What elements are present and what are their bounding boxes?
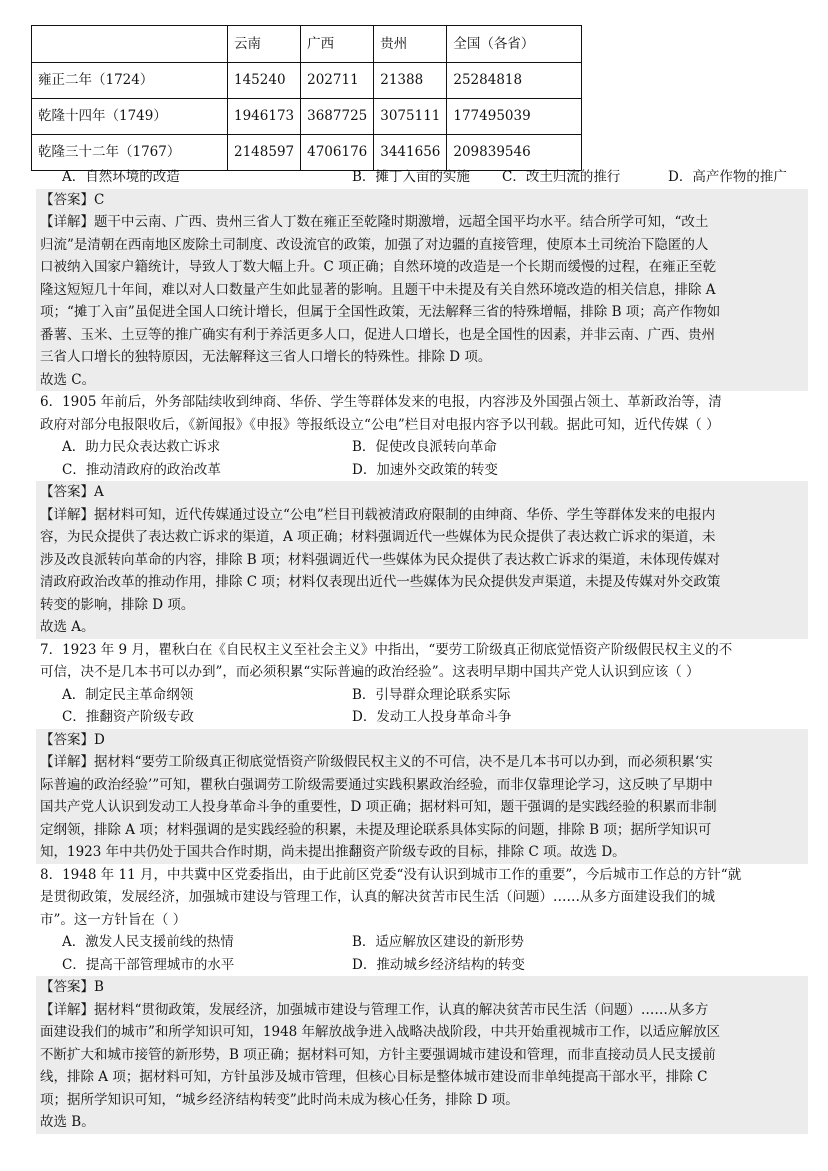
q6-option-b: B．促使改良派转向革命 xyxy=(352,439,497,455)
q7-answer-block xyxy=(36,729,808,864)
q6-detail-line: 容，为民众提供了表达救亡诉求的渠道，A 项正确；材料强调近代一些媒体为民众提供了表达救亡诉求的渠道，未 xyxy=(40,529,716,545)
table-header-cell: 广西 xyxy=(301,26,374,63)
table-header-row xyxy=(32,26,582,63)
q5-detail-line: 隆这短短几十年间，难以对人口数量产生如此显著的影响。且题干中未提及有关自然环境改造的相关信息，排除 A xyxy=(40,281,716,298)
q8-options-row xyxy=(40,931,806,954)
table-cell: 209839546 xyxy=(447,135,582,171)
q7-detail-line: 际普遍的政治经验’”可知，瞿秋白强调劳工阶级需要通过实践积累政治经验，而非仅靠理论学习，这反映了早期中 xyxy=(40,776,713,793)
q5-option-b: B．摊丁入亩的实施 xyxy=(352,169,470,185)
table-cell: 雍正二年（1724） xyxy=(32,63,228,99)
q5-detail-line: 口被纳入国家户籍统计，导致人丁数大幅上升。C 项正确；自然环境的改造是一个长期而缓慢的过程，在雍正至乾 xyxy=(40,259,717,275)
table-header-cell: 全国（各省） xyxy=(447,26,582,63)
population-table xyxy=(31,25,582,171)
q5-detail-line: 番薯、玉米、土豆等的推广确实有利于养活更多人口，促进人口增长，也是全国性的因素，并非云南、广西、贵州 xyxy=(40,326,715,343)
q8-answer: 【答案】B xyxy=(40,979,104,995)
q5-options xyxy=(40,166,806,189)
q7-option-d: D．发动工人投身革命斗争 xyxy=(352,709,512,725)
table-cell: 21388 xyxy=(374,63,447,99)
table-cell: 1946173 xyxy=(228,99,301,135)
q8-stem-line: 8．1948 年 11 月，中共冀中区党委指出，由于此前区党委“没有认识到城市工作的重要”，今后城市工作总的方针“就 xyxy=(40,866,742,883)
table-cell: 3441656 xyxy=(374,135,447,171)
q7-detail-line: 【详解】据材料“要劳工阶级真正彻底觉悟资产阶级假民权主义的不可信，决不是几本书可以办到，而必须积累‘实 xyxy=(40,754,713,770)
table-cell: 177495039 xyxy=(447,99,582,135)
q5-option-a: A．自然环境的改造 xyxy=(62,169,180,185)
q7-detail-line: 定纲领，排除 A 项；材料强调的是实践经验的积累，未提及理论联系具体实际的问题，排除 B 项；据所学知识可 xyxy=(40,821,712,838)
q6-stem-line: 6．1905 年前后，外务部陆续收到绅商、华侨、学生等群体发来的电报，内容涉及外国强占领土、革新政治等，清 xyxy=(40,394,722,410)
q8-detail-line: 线，排除 A 项；据材料可知，方针虽涉及城市管理，但核心目标是整体城市建设而非单纯提高干部水平，排除 C xyxy=(40,1069,708,1085)
q6-answer: 【答案】A xyxy=(40,484,104,500)
q6-stem-line: 政府对部分电报限收后，《新闻报》《申报》等报纸设立“公电”栏目对电报内容予以刊载。据此可知，近代传媒（ ） xyxy=(40,416,720,433)
q6-detail-line: 【详解】据材料可知，近代传媒通过设立“公电”栏目刊载被清政府限制的由绅商、华侨、学生等群体发来的电报内 xyxy=(40,506,716,523)
q7-detail-line: 国共产党人认识到发动工人投身革命斗争的重要性，D 项正确；据材料可知，题干强调的是实践经验的积累而非制 xyxy=(40,799,717,815)
q8-option-a: A．激发人民支援前线的热情 xyxy=(62,934,234,950)
q8-option-b: B．适应解放区建设的新形势 xyxy=(352,934,524,950)
table-cell: 25284818 xyxy=(447,63,582,99)
table-cell: 2148597 xyxy=(228,135,301,171)
document-body xyxy=(40,166,806,1134)
table-cell: 4706176 xyxy=(301,135,374,171)
q6-detail-line: 涉及改良派转向革命的内容，排除 B 项；材料强调近代一些媒体为民众提供了表达救亡诉求的渠道，未体现传媒对 xyxy=(40,551,721,568)
q7-options-row xyxy=(40,706,806,729)
q8-option-d: D．推动城乡经济结构的转变 xyxy=(352,956,525,973)
table-cell: 3075111 xyxy=(374,99,447,135)
q5-conclusion: 故选 C。 xyxy=(40,371,96,388)
q8-stem-line: 是贯彻政策，发展经济，加强城市建设与管理工作，认真的解决贫苦市民生活（问题）……从多方面建设我们的城 xyxy=(40,889,715,905)
q8-detail-line: 项；据所学知识可知，“城乡经济结构转变”此时尚未成为核心任务，排除 D 项。 xyxy=(40,1091,519,1108)
table-cell: 145240 xyxy=(228,63,301,99)
q8-detail-line: 【详解】据材料“贯彻政策，发展经济，加强城市建设与管理工作，认真的解决贫苦市民生活（问题）……从多方 xyxy=(40,1001,709,1018)
q5-option-d: D．高产作物的推广 xyxy=(668,169,787,185)
table-cell: 乾隆十四年（1749） xyxy=(32,99,228,135)
q5-answer: 【答案】C xyxy=(40,191,105,208)
q5-detail-line: 【详解】题干中云南、广西、贵州三省人丁数在雍正至乾隆时期激增，远超全国平均水平。结合所学可知，“改土 xyxy=(40,214,709,230)
table-cell: 202711 xyxy=(301,63,374,99)
table-header-cell: 贵州 xyxy=(374,26,447,63)
q6-option-d: D．加速外交政策的转变 xyxy=(352,461,498,478)
q8-detail-line: 面建设我们的城市”和所学知识可知，1948 年解放战争进入战略决战阶段，中共开始重视城市工作，以适应解放区 xyxy=(40,1024,721,1040)
q7-stem-line: 可信，决不是几本书可以办到”，而必须积累“实际普遍的政治经验”。这表明早期中国共产党人认识到应该（ ） xyxy=(40,664,700,680)
q6-option-c: C．推动清政府的政治改革 xyxy=(62,461,221,478)
table-row xyxy=(32,99,582,135)
q5-detail-line: 三省人口增长的独特原因，无法解释这三省人口增长的特殊性。排除 D 项。 xyxy=(40,349,492,365)
q8-conclusion: 故选 B。 xyxy=(40,1114,95,1130)
q6-detail-line: 清政府政治改革的推动作用，排除 C 项；材料仅表现出近代一些媒体为民众提供发声渠道，未提及传媒对外交政策 xyxy=(40,574,721,590)
table-cell: 乾隆三十二年（1767） xyxy=(32,135,228,171)
q6-option-a: A．助力民众表达救亡诉求 xyxy=(62,439,221,455)
q6-options-row xyxy=(40,436,806,459)
table-cell: 3687725 xyxy=(301,99,374,135)
q7-answer: 【答案】D xyxy=(40,731,105,748)
table-row xyxy=(32,63,582,99)
table-header-cell: 云南 xyxy=(228,26,301,63)
q7-stem-line: 7．1923 年 9 月，瞿秋白在《自民权主义至社会主义》中指出，“要劳工阶级真正彻底觉悟资产阶级假民权主义的不 xyxy=(40,641,733,658)
q8-option-c: C．提高干部管理城市的水平 xyxy=(62,956,235,973)
q8-options-row xyxy=(40,954,806,977)
q8-detail-line: 不断扩大和城市接管的新形势，B 项正确；据材料可知，方针主要强调城市建设和管理，而非直接动员人民支援前 xyxy=(40,1046,716,1063)
q5-detail-line: 项；“摊丁入亩”虽促进全国人口统计增长，但属于全国性政策，无法解释三省的特殊增幅，排除 B 项；高产作物如 xyxy=(40,304,721,320)
q5-answer-block xyxy=(36,189,808,392)
q6-conclusion: 故选 A。 xyxy=(40,619,95,635)
q8-stem-line: 市”。这一方针旨在（ ） xyxy=(40,911,187,928)
table-header-cell xyxy=(32,26,228,63)
q7-option-a: A．制定民主革命纲领 xyxy=(62,686,194,703)
q8-answer-block xyxy=(36,976,808,1134)
q6-options-row xyxy=(40,459,806,482)
q6-answer-block xyxy=(36,481,808,639)
q7-detail-line: 知，1923 年中共仍处于国共合作时期，尚未提出推翻资产阶级专政的目标，排除 C 项。故选 D。 xyxy=(40,844,626,860)
q7-option-c: C．推翻资产阶级专政 xyxy=(62,709,194,725)
q7-option-b: B．引导群众理论联系实际 xyxy=(352,686,511,703)
q5-detail-line: 归流”是清朝在西南地区废除土司制度、改设流官的政策，加强了对边疆的直接管理，使原本土司统治下隐匿的人 xyxy=(40,236,709,253)
q7-options-row xyxy=(40,684,806,707)
q6-detail-line: 转变的影响，排除 D 项。 xyxy=(40,596,195,613)
q5-option-c: C．改土归流的推行 xyxy=(502,169,621,185)
